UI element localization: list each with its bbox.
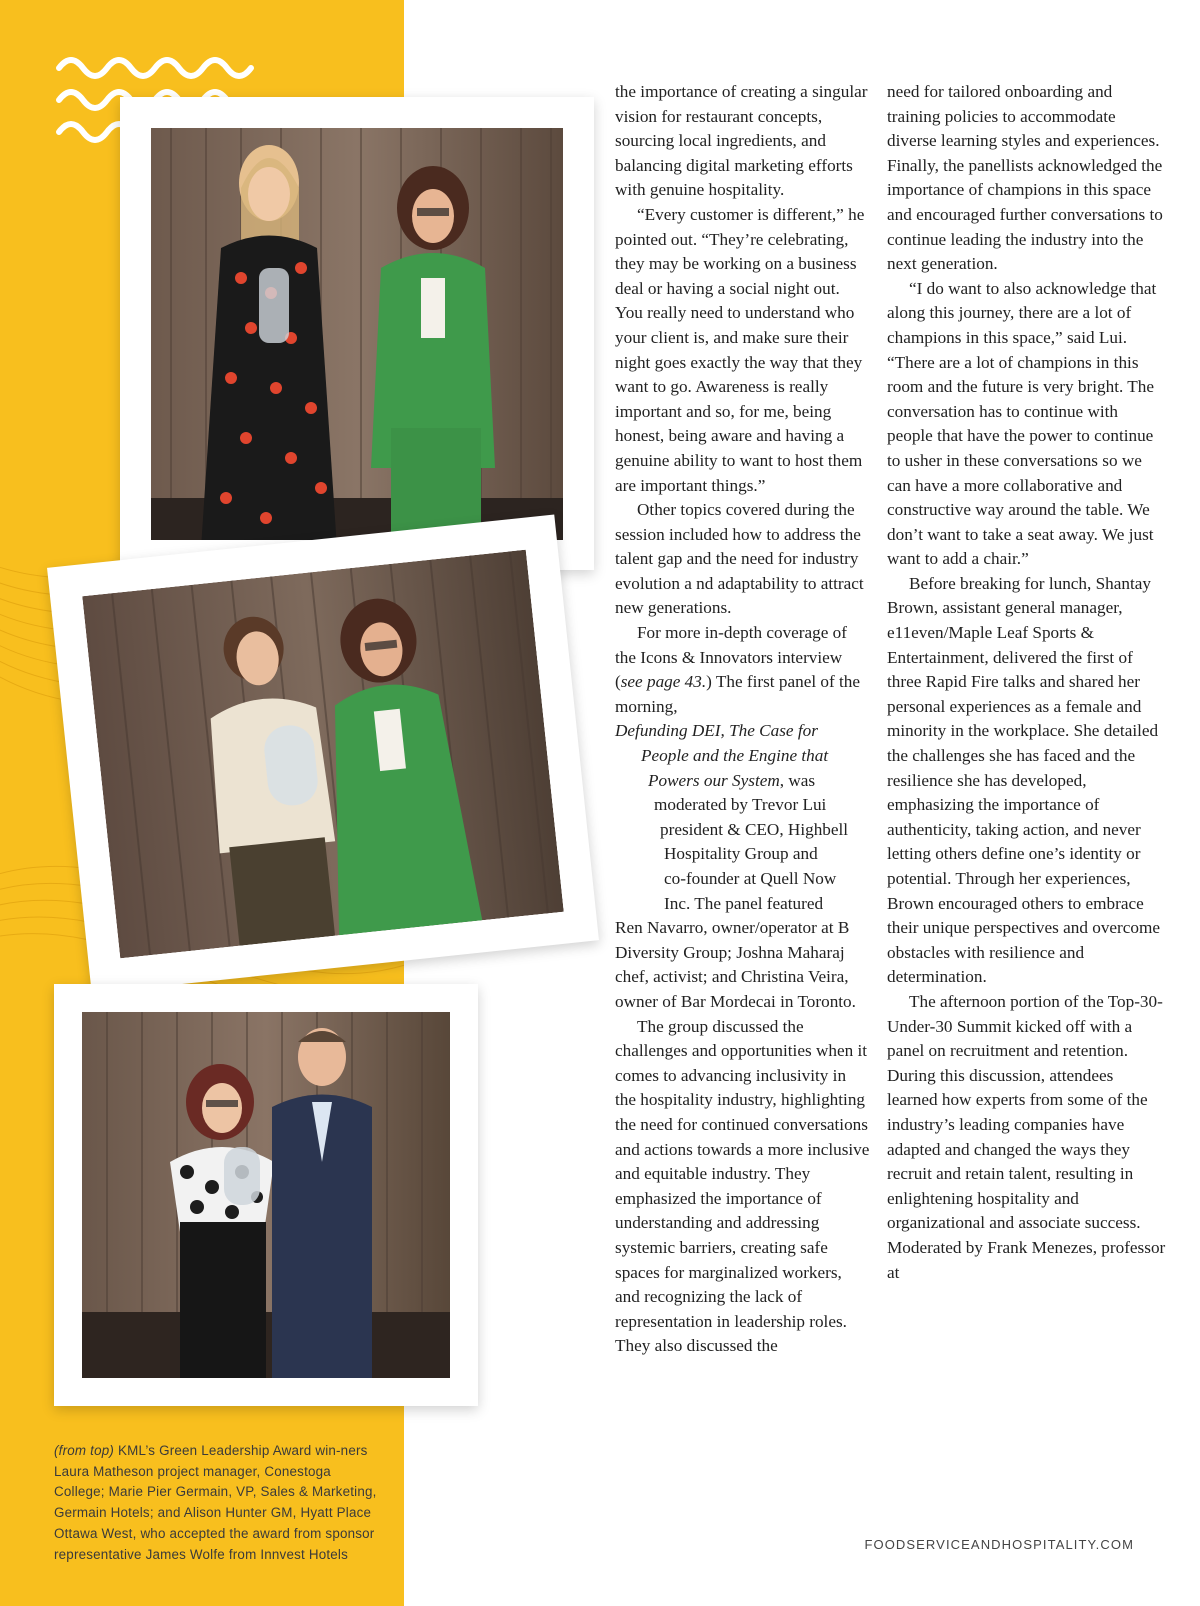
paragraph: need for tailored onboarding and training policies to accommodate diverse learning styles and experiences. Finally, the panellists acknowledged the importance of champions in this space and encouraged further conversations to continue leading the industry into the next generation. [887, 82, 1163, 274]
award-photo-alison-hunter [82, 1012, 450, 1378]
caption-text: KML’s Green Leadership Award win-ners Laura Matheson project manager, Conestoga College; Marie Pier Germain, VP, Sales & Marketing, Germain Hotels; and Alison Hunter GM, Hyatt Place Ottawa West, who accepted the award from sponsor representative James Wolfe from Innvest Hotels [54, 1443, 377, 1562]
panel-title-line: Powers our System [648, 770, 780, 790]
photo-frame-3 [54, 984, 478, 1406]
paragraph: “I do want to also acknowledge that along this journey, there are a lot of champions in this space,” said Lui. “There are a lot of champions in this room and the future is very bright. The conversation has to continue with people that have the power to continue to usher in these conversations so we can have a more collaborative and constructive way around the table. We don’t want to take a seat away. We just want to add a chair.” [887, 278, 1157, 569]
article-column-2 [887, 80, 1167, 1285]
panel-title-line: Defunding DEI, The Case for [615, 721, 818, 741]
caption-prefix: (from top) [54, 1443, 115, 1458]
photo-caption [54, 1441, 384, 1565]
footer-site-url[interactable]: FOODSERVICEANDHOSPITALITY.COM [864, 1537, 1134, 1552]
paragraph: “Every customer is different,” he pointed out. “They’re celebrating, they may be working on a business deal or having a social night out. You really need to understand who your client is, and make sure their night goes exactly the way that they want to go. Awareness is really important and so, for me, being honest, being aware and having a genuine ability to want to host them are important things.” [615, 204, 865, 495]
photo-frame-1 [120, 97, 594, 570]
award-photo-marie-pier-germain [82, 550, 564, 959]
paragraph: Before breaking for lunch, Shantay Brown, assistant general manager, e11even/Maple Leaf Sports & Entertainment, delivered the first of three Rapid Fire talks and shared her personal experiences as a female and minority in the workplace. She detailed the challenges she has faced and the resilience she has developed, emphasizing the importance of authenticity, taking action, and never letting others define one’s identity or potential. Through her experiences, Brown encouraged others to embrace their unique perspectives and overcome obstacles with resilience and determination. [887, 573, 1160, 987]
paragraph: Other topics covered during the session included how to address the talent gap and the need for industry evolution a nd adaptability to attract new generations. [615, 500, 864, 618]
paragraph: The group discussed the challenges and opportunities when it comes to advancing inclusivity in the hospitality industry, highlighting the need for continued conversations and actions towards a more inclusive and equitable industry. They emphasized the importance of understanding and addressing systemic barriers, creating safe spaces for marginalized workers, and recognizing the lack of representation in leadership roles. They also discussed the [615, 1016, 870, 1356]
panel-title-line: People and the Engine that [641, 746, 829, 766]
photo-frame-2 [47, 515, 599, 994]
paragraph: For more in-depth coverage of the Icons & Innovators interview (see page 43.) The first panel of the morning, Defunding DEI, The Case for People and the Engine that Powers our System, was moderated by Trevor Lui president & CEO, Highbell Hospitality Group and co-founder at Quell Now Inc. The panel featured Ren Navarro, owner/operator at B Diversity Group; Joshna Maharaj chef, activist; and Christina Veira, owner of Bar Mordecai in Toronto. [615, 623, 861, 1011]
article-column-1 [615, 80, 870, 1359]
paragraph: The afternoon portion of the Top-30-Under-30 Summit kicked off with a panel on recruitment and retention. During this discussion, attendees learned how experts from some of the industry’s leading companies have adapted and changed the ways they recruit and retain talent, resulting in enlightening hospitality and organizational and associate success. Moderated by Frank Menezes, professor at [887, 991, 1166, 1282]
award-photo-laura-matheson [151, 128, 563, 540]
paragraph: the importance of creating a singular vision for restaurant concepts, sourcing local ingredients, and balancing digital marketing efforts with genuine hospitality. [615, 82, 868, 200]
